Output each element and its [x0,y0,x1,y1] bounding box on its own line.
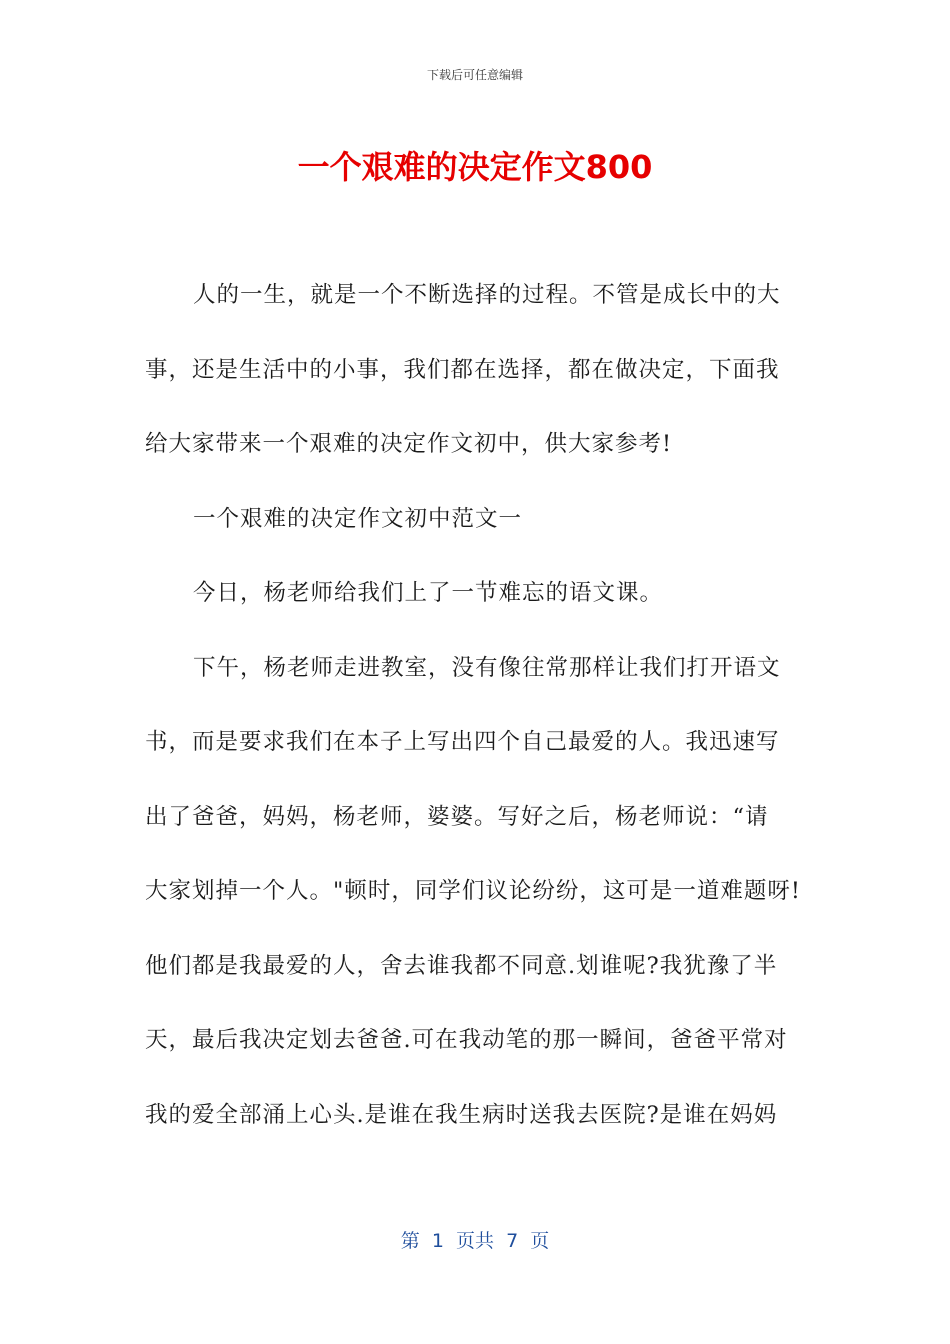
paragraph-line: 人的一生，就是一个不断选择的过程。不管是成长中的大 [193,282,781,308]
paragraph-line: 大家划掉一个人。"顿时，同学们议论纷纷，这可是一道难题呀! [145,878,801,904]
document-title: 一个艰难的决定作文800 [297,148,653,186]
header-note: 下载后可任意编辑 [426,68,523,82]
paragraph-line: 书，而是要求我们在本子上写出四个自己最爱的人。我迅速写 [145,729,780,755]
paragraph-line: 出了爸爸，妈妈，杨老师，婆婆。写好之后，杨老师说：“请 [145,803,769,830]
paragraph-line: 给大家带来一个艰难的决定作文初中，供大家参考! [145,431,673,457]
section-heading: 一个艰难的决定作文初中范文一 [193,505,523,532]
paragraph-line: 今日，杨老师给我们上了一节难忘的语文课。 [193,580,664,606]
paragraph-line: 我的爱全部涌上心头.是谁在我生病时送我去医院?是谁在妈妈 [145,1101,778,1128]
document-body [145,270,811,1164]
paragraph-line: 下午，杨老师走进教室，没有像往常那样让我们打开语文 [193,654,781,681]
page-number: 第 1 页共 7 页 [400,1230,550,1252]
paragraph-line: 天，最后我决定划去爸爸.可在我动笔的那一瞬间，爸爸平常对 [145,1027,788,1053]
paragraph-line: 他们都是我最爱的人，舍去谁我都不同意.划谁呢?我犹豫了半 [145,952,778,979]
paragraph-line: 事，还是生活中的小事，我们都在选择，都在做决定，下面我 [145,356,780,383]
